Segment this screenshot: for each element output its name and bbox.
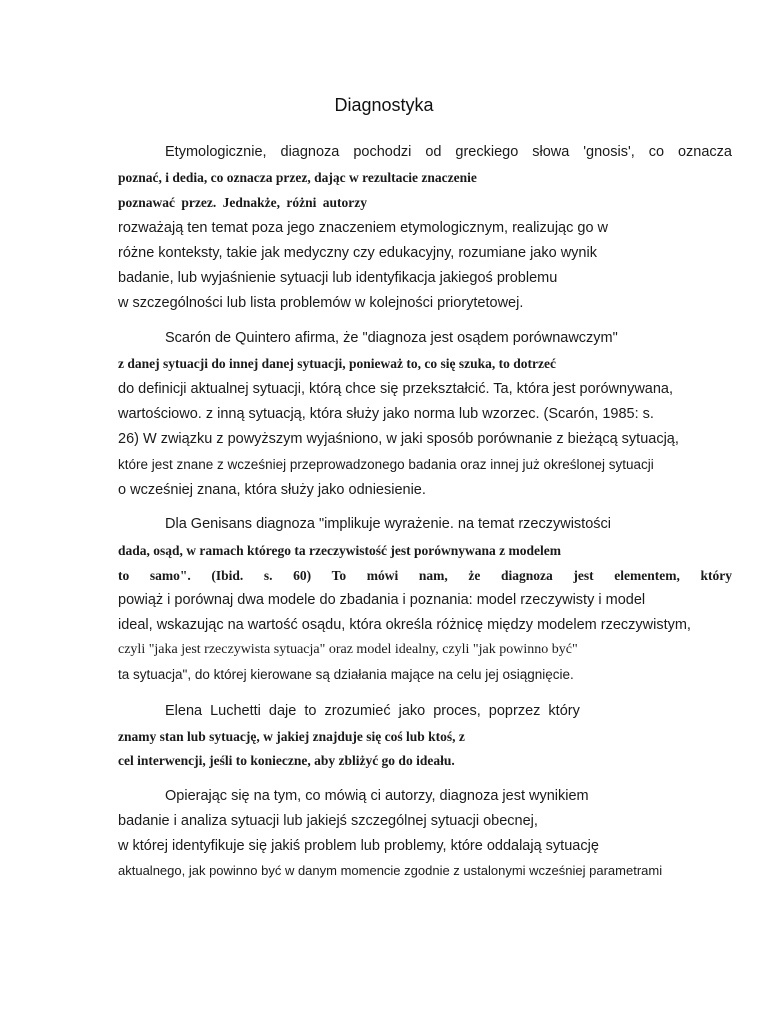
paragraph-3-line-6: czyli "jaka jest rzeczywista sytuacja" oraz model idealny, czyli "jak powinno być" [118,642,578,657]
paragraph-2-line-4: wartościowo. z inną sytuacją, która służy jako norma lub wzorzec. (Scarón, 1985: s. [118,406,654,422]
paragraph-5-line-3: w której identyfikuje się jakiś problem lub problemy, które oddalają sytuację [118,838,599,854]
paragraph-3-line-7: ta sytuacja", do której kierowane są działania mające na celu jej osiągnięcie. [118,667,574,682]
paragraph-3-line-4: powiąż i porównaj dwa modele do zbadania i poznania: model rzeczywisty i model [118,592,646,608]
paragraph-2-line-1: Scarón de Quintero afirma, że "diagnoza jest osądem porównawczym" [165,330,618,346]
paragraph-1-line-3: poznawać przez. Jednakże, różni autorzy [118,195,367,210]
paragraph-2-line-5: 26) W związku z powyższym wyjaśniono, w jaki sposób porównanie z bieżącą sytuacją, [118,431,679,447]
paragraph-1-line-2: poznać, i dedia, co oznacza przez, dając w rezultacie znaczenie [118,170,477,185]
paragraph-2-line-2: z danej sytuacji do innej danej sytuacji, ponieważ to, co się szuka, to dotrzeć [118,356,556,371]
paragraph-1-line-6: badanie, lub wyjaśnienie sytuacji lub identyfikacja jakiegoś problemu [118,270,558,286]
paragraph-2-line-6: które jest znane z wcześniej przeprowadzonego badania oraz innej już określonej sytuacji [118,457,654,472]
paragraph-5-line-1: Opierając się na tym, co mówią ci autorzy, diagnoza jest wynikiem [165,788,589,804]
paragraph-1-line-5: różne konteksty, takie jak medyczny czy edukacyjny, rozumiane jako wynik [118,245,597,261]
paragraph-1-line-7: w szczególności lub lista problemów w kolejności priorytetowej. [118,295,524,311]
document-title: Diagnostyka [334,95,434,115]
paragraph-5-line-4: aktualnego, jak powinno być w danym momencie zgodnie z ustalonymi wcześniej parametrami [118,863,663,878]
paragraph-3-line-1: Dla Genisans diagnoza "implikuje wyrażenie. na temat rzeczywistości [165,516,611,532]
paragraph-1-line-1: Etymologicznie, diagnoza pochodzi od greckiego słowa 'gnosis', co oznacza [165,144,732,160]
paragraph-3-line-3: to samo". (Ibid. s. 60) To mówi nam, że diagnoza jest elementem, który [118,568,732,583]
paragraph-2-line-7: o wcześniej znana, która służy jako odniesienie. [118,482,426,498]
paragraph-4-line-1: Elena Luchetti daje to zrozumieć jako proces, poprzez który [165,703,580,719]
paragraph-5-line-2: badanie i analiza sytuacji lub jakiejś szczególnej sytuacji obecnej, [118,813,538,829]
paragraph-3-line-2: dada, osąd, w ramach którego ta rzeczywistość jest porównywana z modelem [118,543,561,558]
paragraph-4-line-2: znamy stan lub sytuację, w jakiej znajduje się coś lub ktoś, z [118,729,465,744]
paragraph-1-line-4: rozważają ten temat poza jego znaczeniem etymologicznym, realizując go w [118,220,609,236]
paragraph-3-line-5: ideal, wskazując na wartość osądu, która określa różnicę między modelem rzeczywistym, [118,617,691,633]
paragraph-2-line-3: do definicji aktualnej sytuacji, którą chce się przekształcić. Ta, która jest porównywana, [118,381,674,397]
paragraph-4-line-3: cel interwencji, jeśli to konieczne, aby zbliżyć go do ideału. [118,753,455,768]
